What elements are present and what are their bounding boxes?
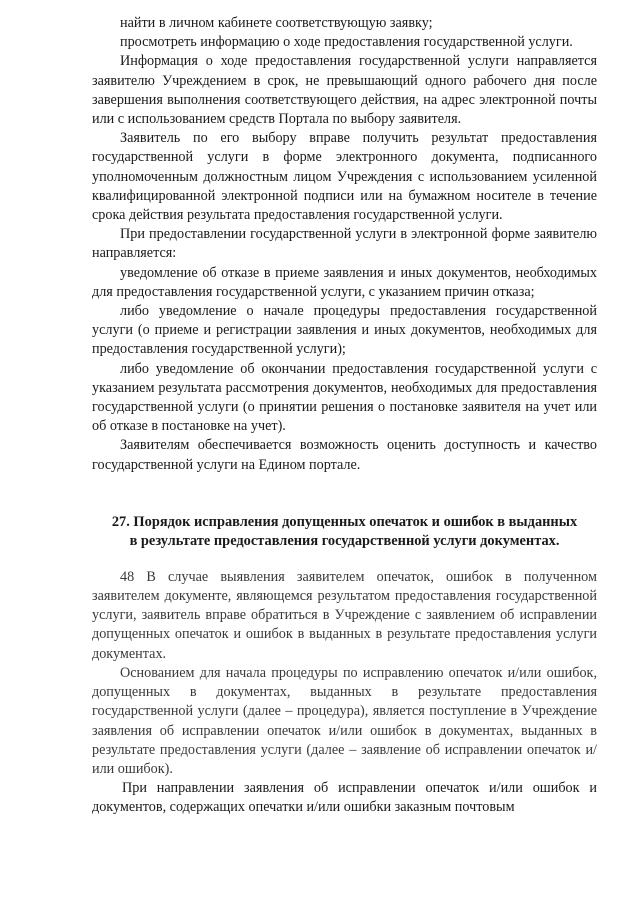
section-spacer — [92, 475, 597, 513]
section-heading-line-1: 27. Порядок исправления допущенных опечаток и ошибок в выданных — [111, 513, 578, 530]
paragraph-progress-info: Информация о ходе предоставления государственной услуги направляется заявителю Учреждением в срок, не превышающий одного рабочего дня после завершения выполнения соответствующего действия, на адрес электронной почты или с использованием средств Портала по выбору заявителя. — [92, 53, 597, 128]
paragraph-mail-submission: При направлении заявления об исправлении опечаток и/или ошибок и документов, содержащих опечатки и/или ошибки заказным почтовым — [92, 780, 597, 816]
paragraph-end-notice: либо уведомление об окончании предоставления государственной услуги с указанием результата рассмотрения документов, необходимых для предоставления государственной услуги (о принятии решения о постановке заявителя на учет или об отказе в постановке на учет). — [92, 360, 597, 435]
paragraph-result-choice: Заявитель по его выбору вправе получить результат предоставления государственной услуги в форме электронного документа, подписанного уполномоченным должностным лицом Учреждения с использованием усиленной квалифицированной электронной подписи или на бумажном носителе в течение срока действия результата предоставления государственной услуги. — [92, 130, 597, 224]
paragraph-start-notice: либо уведомление о начале процедуры предоставления государственной услуги (о приеме и регистрации заявления и иных документов, необходимых для предоставления государственной услуги); — [92, 303, 597, 358]
paragraph-48-error-found: 48 В случае выявления заявителем опечаток, ошибок в полученном заявителем документе, являющемся результатом предоставления государственной услуги, заявитель вправе обратиться в Учреждение с заявлением об исправлении допущенных опечаток и ошибок в выданных в результате предоставления услуги документах. — [92, 568, 597, 662]
paragraph-quality-rating: Заявителям обеспечивается возможность оценить доступность и качество государственной услуги на Едином портале. — [92, 437, 597, 473]
heading-spacer — [92, 551, 597, 568]
text-column — [92, 14, 597, 818]
paragraph-procedure-basis: Основанием для начала процедуры по исправлению опечаток и/или ошибок, допущенных в документах, выданных в результате предоставления государственной услуги (далее – процедура), является поступление в Учреждение заявления об исправлении опечаток и/или ошибок в документах, выданных в результате предоставления услуги (далее – заявление об исправлении опечаток и/или ошибок). — [92, 664, 597, 777]
section-heading-line-2: в результате предоставления государственной услуги документах. — [129, 532, 560, 549]
paragraph-refusal-notice: уведомление об отказе в приеме заявления и иных документов, необходимых для предоставления государственной услуги, с указанием причин отказа; — [92, 264, 597, 300]
paragraph-find-application: найти в личном кабинете соответствующую заявку; — [120, 15, 433, 31]
paragraph-electronic-notice: При предоставлении государственной услуги в электронной форме заявителю направляется: — [92, 226, 597, 262]
paragraph-view-progress: просмотреть информацию о ходе предоставления государственной услуги. — [120, 34, 573, 51]
